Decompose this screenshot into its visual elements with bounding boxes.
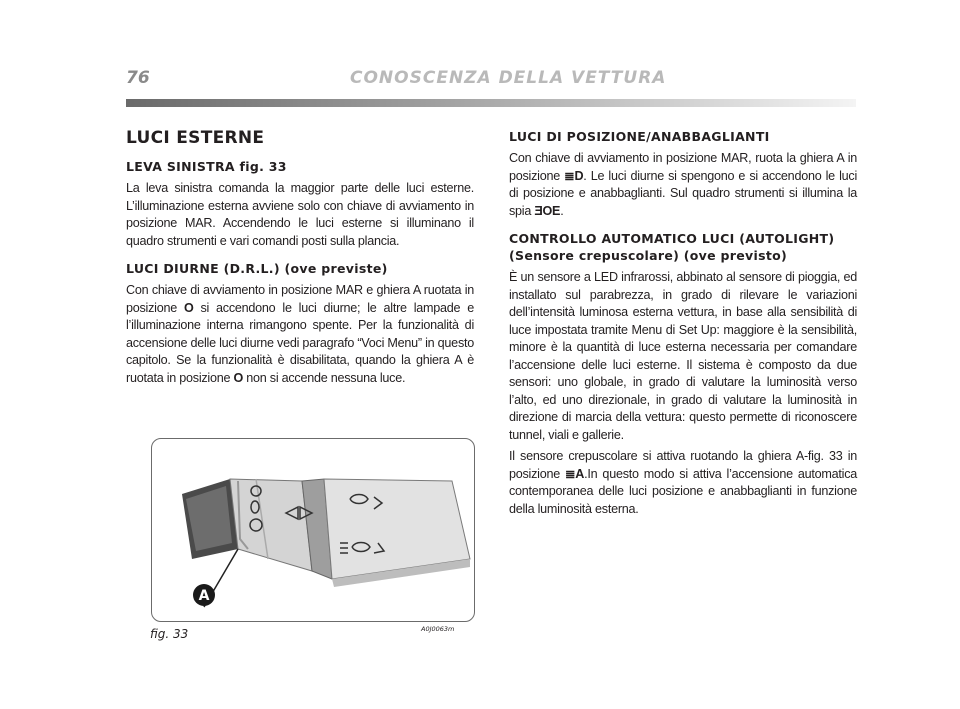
paragraph-autolight-sensor: È un sensore a LED infrarossi, abbinato al sensore di pioggia, ed installato sul parabrezza, in grado di rilevare le variazioni dell’intensità luminosa esterna vettura, in base alla sensibilità di luce impostata tramite Menu di Set Up: maggiore è la sensibilità, minore è la quantità di luce esterna necessaria per comandare l’accensione delle luci esterne. Il sistema è composto da due sensori: uno globale, in grado di valutare la luminosità verso l’alto, ed uno direzionale, in grado di valutare la luminosità in direzione di marcia della vettura: questo permette di riconoscere tunnel, viali e gallerie.: [509, 270, 857, 442]
heading-leva-sinistra: LEVA SINISTRA fig. 33: [126, 159, 287, 174]
heading-autolight: CONTROLLO AUTOMATICO LUCI (AUTOLIGHT) (Sensore crepuscolare) (ove previsto): [509, 231, 835, 263]
low-beam-symbol: ≣D: [564, 168, 584, 183]
header-rule: [126, 99, 856, 107]
page-number: 76: [126, 68, 150, 88]
tell-tale-symbol: ƎOE: [534, 203, 561, 218]
figure-caption: fig. 33: [150, 627, 189, 641]
figure-code: A0J0063m: [421, 625, 455, 633]
figure-33-frame: [151, 438, 475, 622]
heading-luci-diurne: LUCI DIURNE (D.R.L.) (ove previste): [126, 261, 388, 276]
page-header: [126, 68, 856, 108]
paragraph-autolight-activation: Il sensore crepuscolare si attiva ruotando la ghiera A-fig. 33 in posizione ≣A.In questo modo si attiva l’accensione automatica contemporanea delle luci posizione e anabbaglianti in funzione della luminosità esterna.: [509, 449, 857, 516]
left-column: [126, 128, 474, 397]
lever-illustration: [152, 439, 474, 621]
auto-symbol: ≣A: [565, 466, 585, 481]
off-position-symbol-2: O: [233, 370, 244, 385]
section-title: LUCI ESTERNE: [126, 128, 265, 148]
heading-posizione-anabbaglianti: LUCI DI POSIZIONE/ANABBAGLIANTI: [509, 129, 770, 144]
right-column: [509, 128, 857, 528]
paragraph-posizione-anabbaglianti: Con chiave di avviamento in posizione MAR, ruota la ghiera A in posizione ≣D. Le luci diurne si spengono e si accendono le luci di posizione e anabbaglianti. Sul quadro strumenti si illumina la spia ƎOE.: [509, 150, 857, 220]
paragraph-luci-diurne: Con chiave di avviamento in posizione MAR e ghiera A ruotata in posizione O si accendono le luci diurne; le altre lampade e l’illuminazione interna rimangono spente. Per la funzionalità di accensione delle luci diurne vedi paragrafo “Voci Menu” in questo capitolo. Se la funzionalità è disabilitata, quando la ghiera A è ruotata in posizione O non si accende nessuna luce.: [126, 282, 474, 387]
paragraph-leva-sinistra: La leva sinistra comanda la maggior parte delle luci esterne. L’illuminazione esterna avviene solo con chiave di avviamento in posizione MAR. Accendendo le luci esterne si illuminano il quadro strumenti e vari comandi posti sulla plancia.: [126, 181, 474, 248]
off-position-symbol: O: [183, 300, 194, 315]
running-title: CONOSCENZA DELLA VETTURA: [350, 68, 667, 88]
label-a-text: A: [198, 588, 210, 604]
